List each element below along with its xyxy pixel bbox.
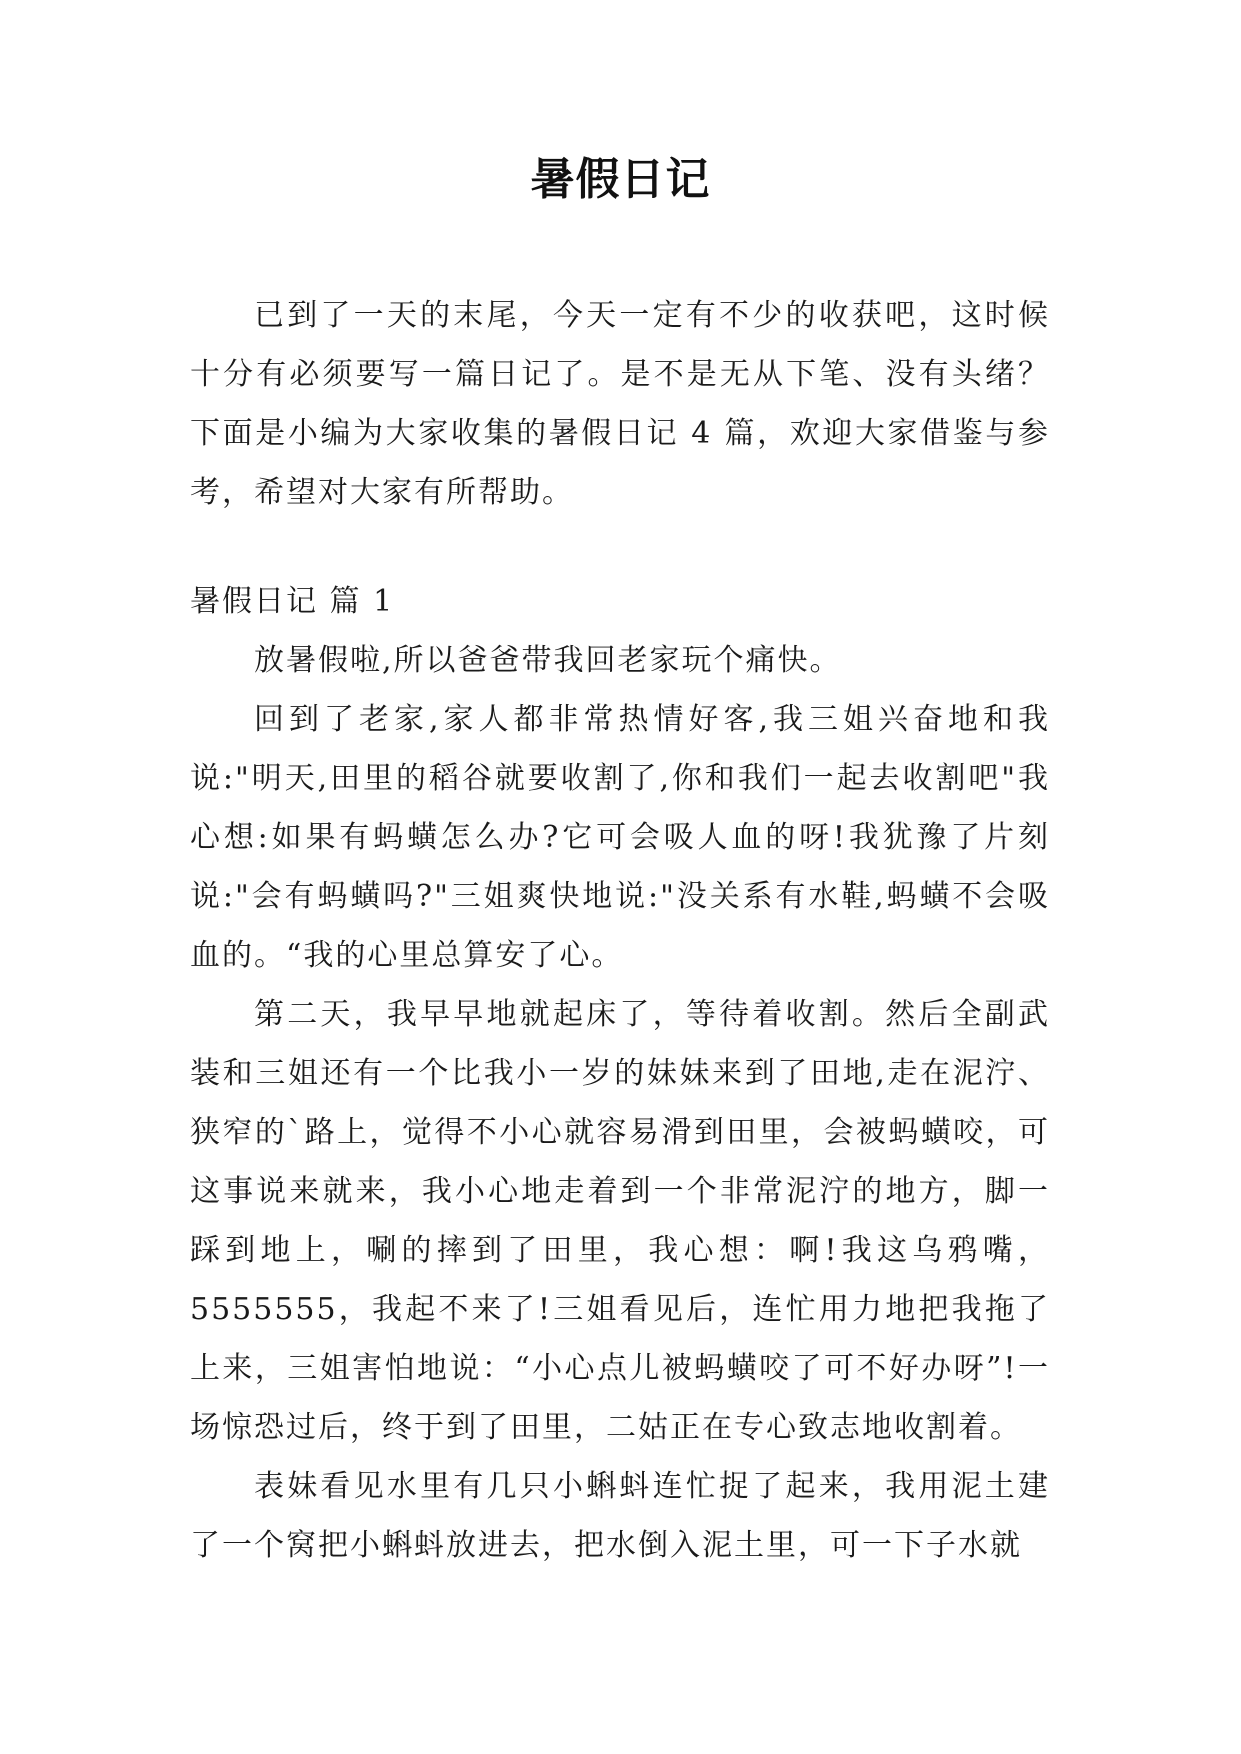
section-paragraph: 回到了老家,家人都非常热情好客,我三姐兴奋地和我说:"明天,田里的稻谷就要收割了,你和我们一起去收割吧"我心想:如果有蚂蟥怎么办?它可会吸人血的呀!我犹豫了片刻说:"会有蚂蟥吗?"三姐爽快地说:"没关系有水鞋,蚂蟥不会吸血的。“我的心里总算安了心。	[190, 702, 1050, 973]
section-paragraph: 表妹看见水里有几只小蝌蚪连忙捉了起来，我用泥土建了一个窝把小蝌蚪放进去，把水倒入泥土里，可一下子水就	[190, 1469, 1050, 1563]
intro-paragraph: 已到了一天的末尾，今天一定有不少的收获吧，这时候十分有必须要写一篇日记了。是不是无从下笔、没有头绪？下面是小编为大家收集的暑假日记 4 篇，欢迎大家借鉴与参考，希望对大家有所帮助。	[190, 298, 1050, 510]
diary-section-1	[190, 572, 1050, 1575]
intro-block	[190, 286, 1050, 522]
section-paragraph: 第二天，我早早地就起床了，等待着收割。然后全副武装和三姐还有一个比我小一岁的妹妹来到了田地,走在泥泞、狭窄的`路上，觉得不小心就容易滑到田里，会被蚂蟥咬，可这事说来就来，我小心地走着到一个非常泥泞的地方，脚一踩到地上，唰的摔到了田里，我心想：啊!我这乌鸦嘴，5555555，我起不来了!三姐看见后，连忙用力地把我拖了上来，三姐害怕地说：“小心点儿被蚂蟥咬了可不好办呀”!一场惊恐过后，终于到了田里，二姑正在专心致志地收割着。	[190, 997, 1050, 1445]
document-title: 暑假日记	[530, 154, 711, 205]
section-heading: 暑假日记 篇 1	[190, 584, 395, 619]
section-paragraph: 放暑假啦,所以爸爸带我回老家玩个痛快。	[254, 643, 842, 678]
